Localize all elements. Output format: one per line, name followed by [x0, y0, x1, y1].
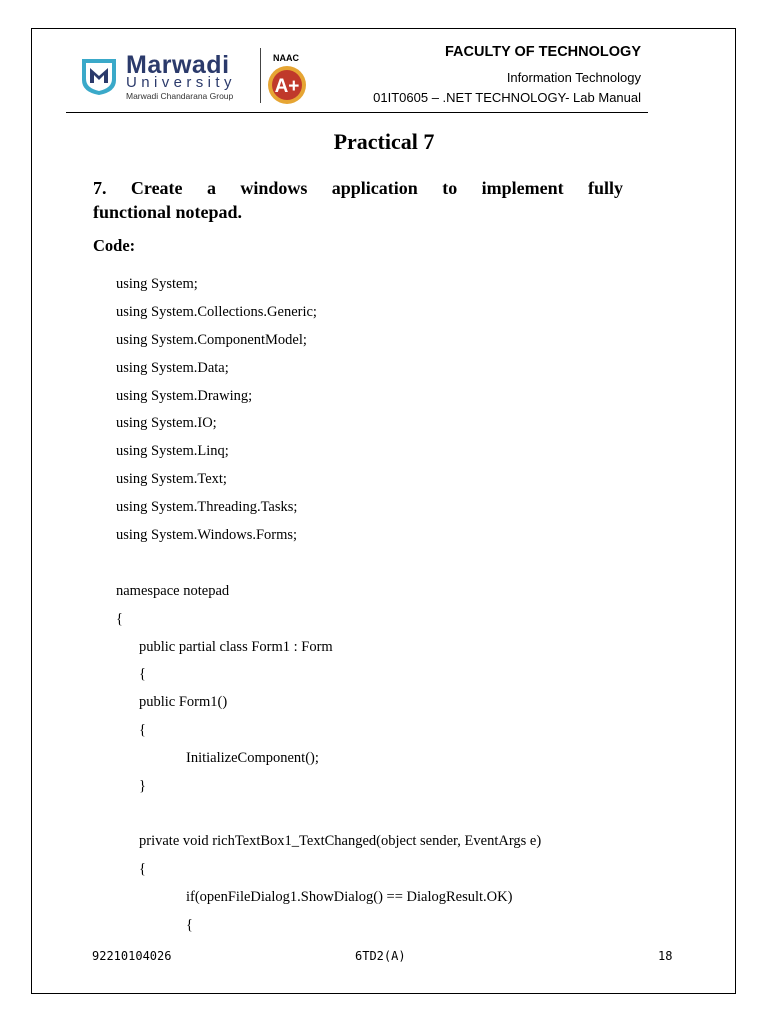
code-line: public Form1() — [139, 694, 228, 710]
faculty-name: FACULTY OF TECHNOLOGY — [444, 44, 641, 60]
question-line-1: 7. Create a windows application to implement fully — [93, 178, 623, 198]
logo-group: Marwadi Chandarana Group — [126, 91, 234, 101]
page-title: Practical 7 — [333, 129, 435, 154]
question-text — [93, 176, 623, 224]
logo-subname: University — [126, 74, 236, 91]
code-line: using System.ComponentModel; — [116, 332, 307, 348]
code-line: { — [186, 917, 193, 933]
naac-badge — [265, 50, 315, 105]
code-line: using System.Drawing; — [116, 388, 253, 404]
code-line: using System.Windows.Forms; — [116, 527, 298, 543]
header-rule — [66, 112, 648, 113]
footer-enrollment: 92210104026 — [92, 949, 172, 963]
naac-seal-icon — [266, 65, 308, 105]
question-line-2: functional notepad. — [93, 202, 243, 222]
code-line: { — [139, 861, 146, 877]
course-name: 01IT0605 – .NET TECHNOLOGY- Lab Manual — [373, 90, 641, 105]
code-line: using System.Text; — [116, 471, 227, 487]
university-shield-icon — [80, 56, 118, 96]
code-line: using System.IO; — [116, 415, 217, 431]
code-line: if(openFileDialog1.ShowDialog() == DialogResult.OK) — [186, 889, 513, 905]
code-line: InitializeComponent(); — [186, 750, 319, 766]
logo-name: Marwadi — [126, 51, 230, 79]
code-line: { — [139, 722, 146, 738]
code-line: namespace notepad — [116, 583, 230, 599]
code-line: private void richTextBox1_TextChanged(object sender, EventArgs e) — [139, 833, 542, 849]
code-line: using System.Threading.Tasks; — [116, 499, 298, 515]
naac-grade: A+ — [274, 76, 300, 97]
department-name: Information Technology — [506, 70, 641, 85]
code-line: using System.Collections.Generic; — [116, 304, 317, 320]
naac-label: NAAC — [273, 53, 299, 63]
code-line: using System.Data; — [116, 360, 229, 376]
code-line: public partial class Form1 : Form — [139, 639, 333, 655]
code-line: { — [139, 666, 146, 682]
code-line: { — [116, 611, 123, 627]
footer-class: 6TD2(A) — [355, 949, 406, 963]
code-heading: Code: — [93, 236, 136, 255]
code-line: } — [139, 778, 146, 794]
footer-page-number: 18 — [658, 949, 673, 963]
code-line: using System; — [116, 276, 198, 292]
university-logo — [80, 50, 270, 106]
logo-divider — [260, 48, 261, 103]
code-line: using System.Linq; — [116, 443, 229, 459]
